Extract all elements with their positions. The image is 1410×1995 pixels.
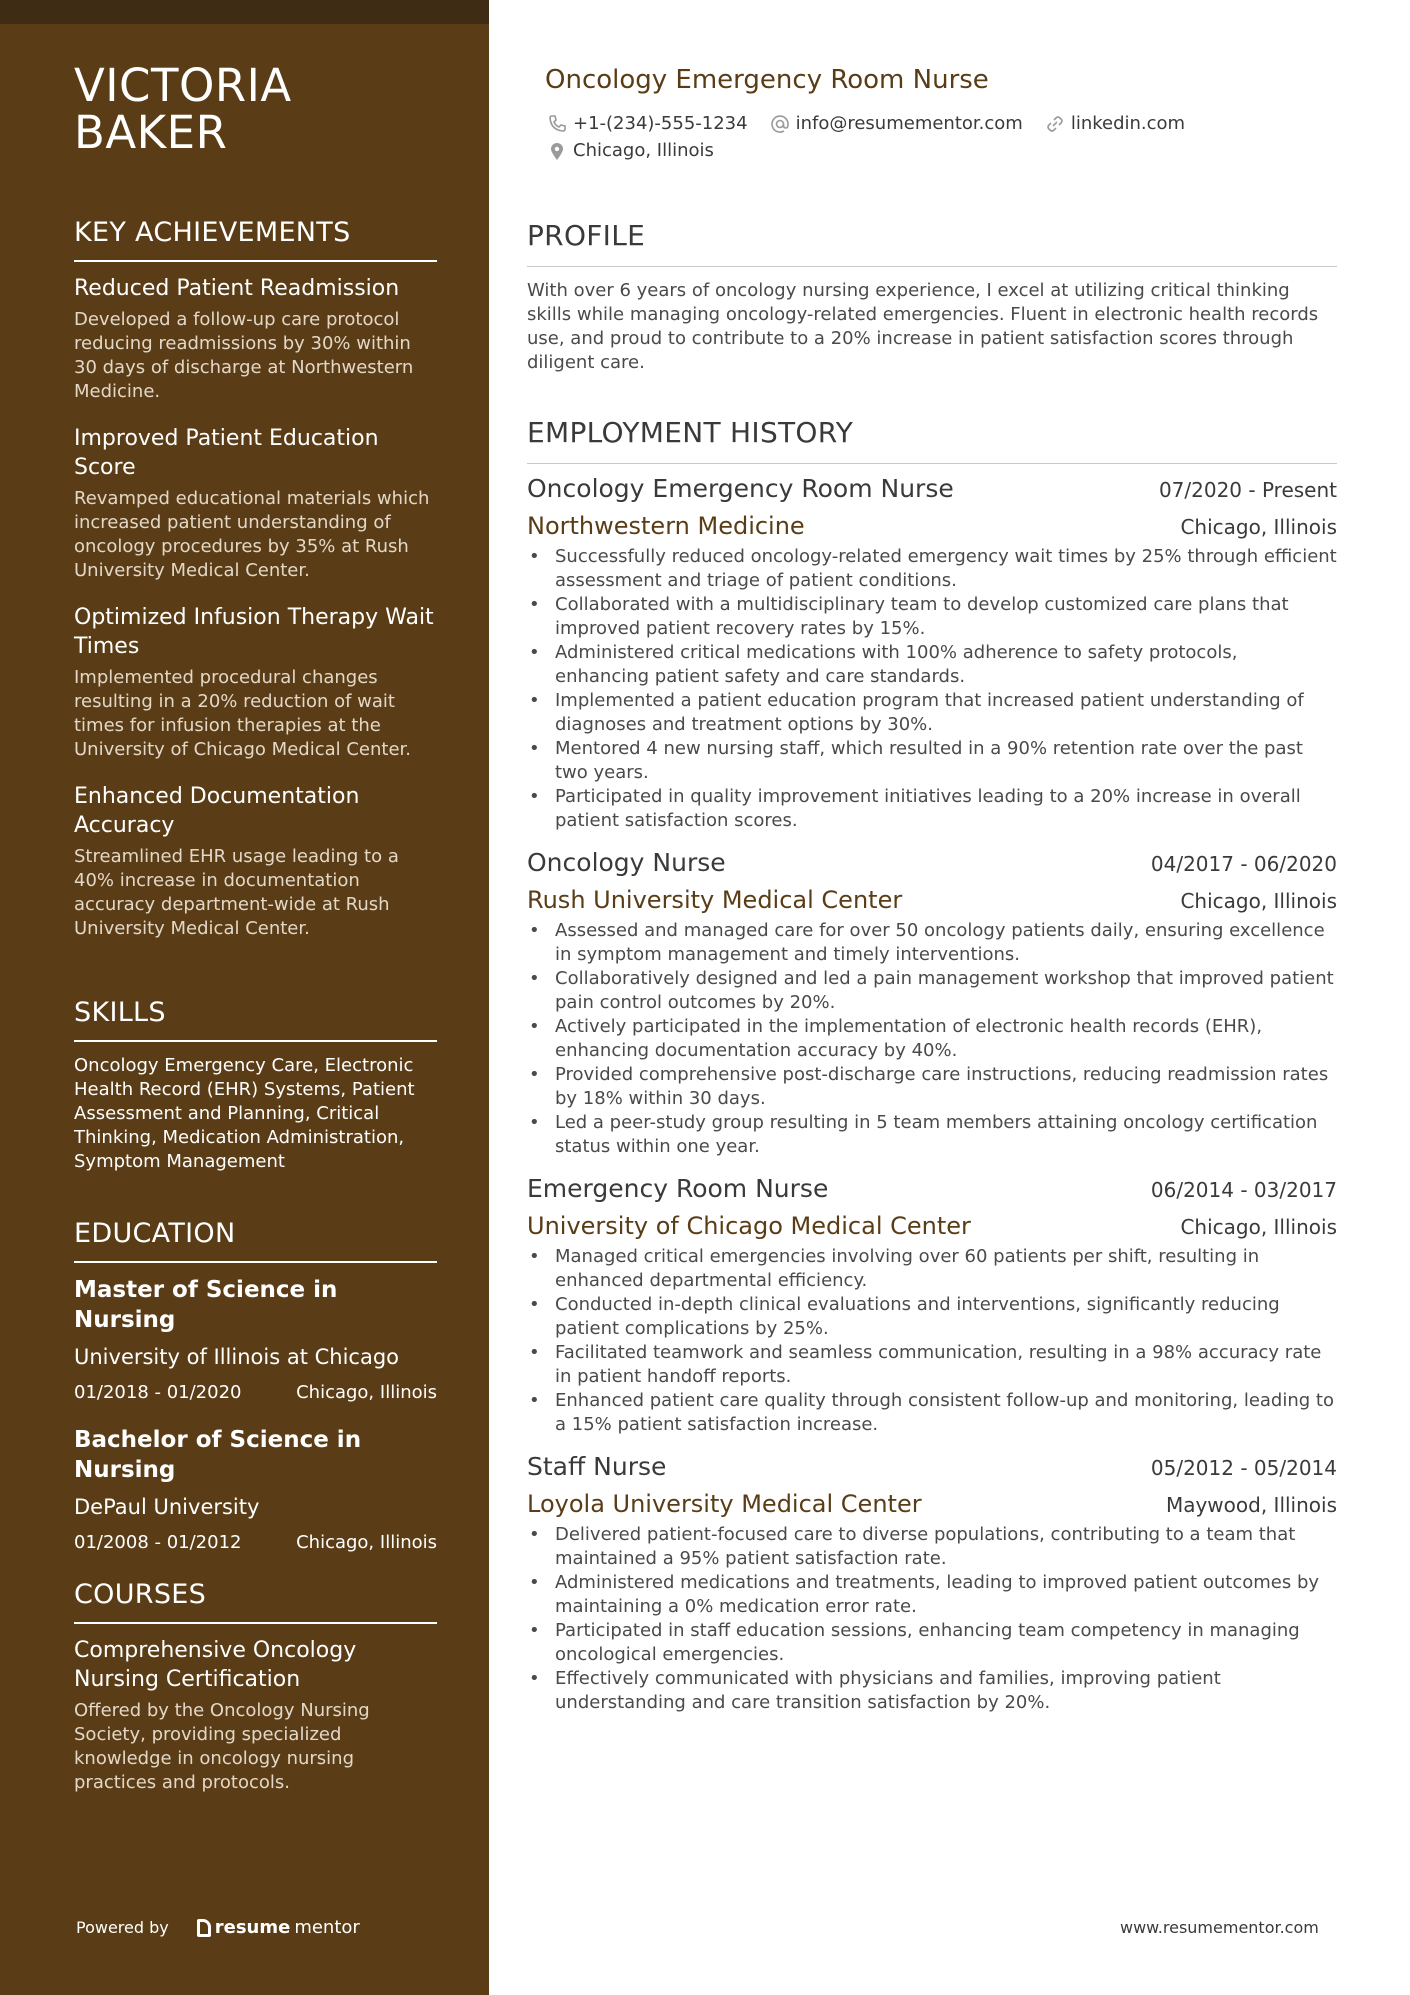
list-item: • Participated in staff education sessions, enhancing team competency in managing oncological emergencies.	[527, 1619, 1337, 1667]
resumementor-logo[interactable]: resume mentor	[197, 1917, 360, 1938]
job-company: Loyola University Medical Center	[527, 1490, 922, 1518]
profile-summary: With over 6 years of oncology nursing experience, I excel at utilizing critical thinking skills while managing oncology-related emergencies. Fluent in electronic health records use, and proud to contribute to a 20% increase in patient satisfaction scores through diligent care.	[527, 280, 1319, 373]
job-bullets	[527, 1523, 1337, 1715]
link-icon	[1045, 114, 1065, 134]
skills-heading: SKILLS	[74, 996, 437, 1042]
employment-heading: EMPLOYMENT HISTORY	[527, 416, 1337, 464]
job-role: Oncology Emergency Room Nurse	[527, 474, 954, 503]
courses-heading: COURSES	[74, 1578, 437, 1624]
achievement-item: Enhanced Documentation Accuracy Streamlined EHR usage leading to a 40% increase in documentation accuracy department-wide at Rush University Medical Center.	[74, 784, 399, 939]
education-item: Master of Science in Nursing University of Illinois at Chicago 01/2018 - 01/2020 Chicago, Illinois	[74, 1277, 437, 1403]
at-icon	[770, 114, 790, 134]
profile-section	[527, 219, 1337, 375]
footer-url[interactable]: www.resumementor.com	[1120, 1918, 1319, 1937]
job-company: Northwestern Medicine	[527, 512, 805, 540]
job-role: Emergency Room Nurse	[527, 1174, 829, 1203]
candidate-name: VICTORIA BAKER	[74, 59, 292, 159]
location-pin-icon	[547, 141, 567, 161]
job-entry	[527, 1451, 1337, 1715]
skills-section	[74, 996, 437, 1174]
job-dates: 04/2017 - 06/2020	[1150, 852, 1337, 876]
achievements-section	[74, 216, 437, 961]
job-dates: 06/2014 - 03/2017	[1150, 1178, 1337, 1202]
list-item: • Administered critical medications with 100% adherence to safety protocols, enhancing patient safety and care standards.	[527, 641, 1337, 689]
job-bullets	[527, 919, 1337, 1159]
list-item: • Administered medications and treatments, leading to improved patient outcomes by maintaining a 0% medication error rate.	[527, 1571, 1337, 1619]
headline-title: Oncology Emergency Room Nurse	[545, 65, 989, 95]
powered-by: Powered by resume mentor	[76, 1917, 360, 1938]
job-role: Oncology Nurse	[527, 848, 726, 877]
list-item: • Provided comprehensive post-discharge care instructions, reducing readmission rates by 18% within 30 days.	[527, 1063, 1337, 1111]
profile-heading: PROFILE	[527, 219, 1337, 267]
list-item: • Collaborated with a multidisciplinary team to develop customized care plans that improved patient recovery rates by 15%.	[527, 593, 1337, 641]
skills-list: Oncology Emergency Care, Electronic Health Record (EHR) Systems, Patient Assessment and Planning, Critical Thinking, Medication Administration, Symptom Management	[74, 1055, 415, 1172]
job-company: University of Chicago Medical Center	[527, 1212, 971, 1240]
phone-icon	[547, 114, 567, 134]
achievement-item: Improved Patient Education Score Revamped educational materials which increased patient understanding of oncology procedures by 35% at Rush University Medical Center.	[74, 426, 430, 581]
list-item: • Managed critical emergencies involving over 60 patients per shift, resulting in enhanced departmental efficiency.	[527, 1245, 1337, 1293]
list-item: • Led a peer-study group resulting in 5 team members attaining oncology certification status within one year.	[527, 1111, 1337, 1159]
employment-section	[527, 416, 1337, 1715]
job-entry	[527, 1173, 1337, 1437]
job-role: Staff Nurse	[527, 1452, 667, 1481]
list-item: • Enhanced patient care quality through consistent follow-up and monitoring, leading to a 15% patient satisfaction increase.	[527, 1389, 1337, 1437]
list-item: • Assessed and managed care for over 50 oncology patients daily, ensuring excellence in symptom management and timely interventions.	[527, 919, 1337, 967]
list-item: • Effectively communicated with physicians and families, improving patient understanding and care transition satisfaction by 20%.	[527, 1667, 1337, 1715]
job-bullets	[527, 545, 1337, 833]
list-item: • Mentored 4 new nursing staff, which resulted in a 90% retention rate over the past two years.	[527, 737, 1337, 785]
sidebar	[0, 0, 489, 1995]
contact-email[interactable]: info@resumementor.com	[770, 111, 1023, 137]
list-item: • Actively participated in the implementation of electronic health records (EHR), enhancing documentation accuracy by 40%.	[527, 1015, 1337, 1063]
logo-icon	[197, 1919, 211, 1937]
job-company: Rush University Medical Center	[527, 886, 903, 914]
list-item: • Collaboratively designed and led a pain management workshop that improved patient pain control outcomes by 20%.	[527, 967, 1337, 1015]
education-heading: EDUCATION	[74, 1217, 437, 1263]
job-entry	[527, 847, 1337, 1159]
achievement-item: Optimized Infusion Therapy Wait Times Implemented procedural changes resulting in a 20% reduction of wait times for infusion therapies at the University of Chicago Medical Center.	[74, 605, 434, 760]
course-item: Comprehensive Oncology Nursing Certification Offered by the Oncology Nursing Society, providing specialized knowledge in oncology nursing practices and protocols.	[74, 1638, 370, 1793]
job-location: Chicago, Illinois	[1180, 515, 1337, 539]
list-item: • Implemented a patient education program that increased patient understanding of diagnoses and treatment options by 30%.	[527, 689, 1337, 737]
job-location: Chicago, Illinois	[1180, 889, 1337, 913]
contact-linkedin[interactable]: linkedin.com	[1045, 111, 1185, 137]
contact-info	[547, 111, 1327, 165]
job-bullets	[527, 1245, 1337, 1437]
job-location: Chicago, Illinois	[1180, 1215, 1337, 1239]
list-item: • Participated in quality improvement initiatives leading to a 20% increase in overall patient satisfaction scores.	[527, 785, 1337, 833]
job-location: Maywood, Illinois	[1165, 1493, 1337, 1517]
courses-section	[74, 1578, 437, 1795]
list-item: • Successfully reduced oncology-related emergency wait times by 25% through efficient assessment and triage of patient conditions.	[527, 545, 1337, 593]
list-item: • Conducted in-depth clinical evaluations and interventions, significantly reducing patient complications by 25%.	[527, 1293, 1337, 1341]
sidebar-top-bar	[0, 0, 489, 24]
education-section	[74, 1217, 437, 1575]
education-item: Bachelor of Science in Nursing DePaul University 01/2008 - 01/2012 Chicago, Illinois	[74, 1427, 437, 1553]
job-dates: 07/2020 - Present	[1158, 478, 1337, 502]
list-item: • Delivered patient-focused care to diverse populations, contributing to a team that maintained a 95% patient satisfaction rate.	[527, 1523, 1337, 1571]
job-dates: 05/2012 - 05/2014	[1150, 1456, 1337, 1480]
achievement-item: Reduced Patient Readmission Developed a follow-up care protocol reducing readmissions by 30% within 30 days of discharge at Northwestern Medicine.	[74, 276, 414, 402]
achievements-heading: KEY ACHIEVEMENTS	[74, 216, 437, 262]
contact-location: Chicago, Illinois	[547, 138, 714, 164]
job-entry	[527, 473, 1337, 833]
contact-phone[interactable]: +1-(234)-555-1234	[547, 111, 748, 137]
list-item: • Facilitated teamwork and seamless communication, resulting in a 98% accuracy rate in patient handoff reports.	[527, 1341, 1337, 1389]
